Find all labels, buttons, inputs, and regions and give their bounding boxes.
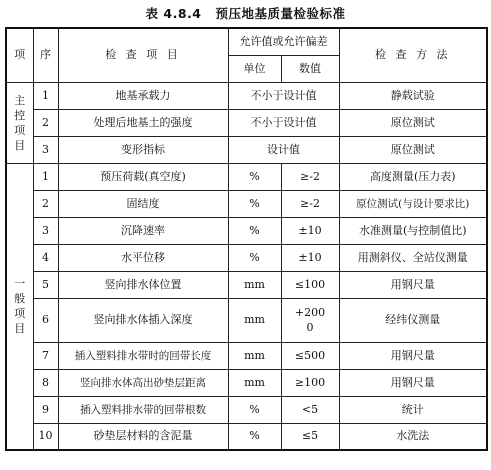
cell-unit: %	[228, 217, 281, 244]
cell-unit: mm	[228, 342, 281, 369]
cell-item: 变形指标	[58, 136, 228, 163]
cell-seq: 3	[33, 217, 58, 244]
cell-value: ±10	[281, 217, 339, 244]
cell-method: 静载试验	[339, 82, 487, 109]
table-row	[6, 109, 487, 136]
group-general-label	[6, 163, 33, 450]
cell-method: 原位测试	[339, 109, 487, 136]
cell-value: ≤500	[281, 342, 339, 369]
table-row	[6, 369, 487, 396]
cell-seq: 5	[33, 271, 58, 298]
cell-unit: mm	[228, 271, 281, 298]
table-row	[6, 271, 487, 298]
cell-item: 竖向排水体插入深度	[58, 298, 228, 342]
cell-method: 用钢尺量	[339, 271, 487, 298]
cell-unit: %	[228, 396, 281, 423]
header-item: 检 查 项 目	[58, 28, 228, 82]
group-main-text: 主控项目	[14, 93, 26, 152]
cell-seq: 10	[33, 423, 58, 450]
cell-seq: 2	[33, 190, 58, 217]
cell-item: 水平位移	[58, 244, 228, 271]
cell-method: 经纬仪测量	[339, 298, 487, 342]
cell-unit: mm	[228, 369, 281, 396]
value-upper-tolerance: +200	[294, 306, 326, 319]
cell-item: 沉降速率	[58, 217, 228, 244]
cell-merged-value: 设计值	[228, 136, 339, 163]
group-general-text: 一般项目	[14, 277, 26, 336]
table-row	[6, 298, 487, 342]
cell-unit: %	[228, 244, 281, 271]
cell-seq: 3	[33, 136, 58, 163]
cell-item: 竖向排水体高出砂垫层距离	[58, 369, 228, 396]
table-row	[6, 163, 487, 190]
cell-item: 插入塑料排水带的回带根数	[58, 396, 228, 423]
cell-item: 预压荷载(真空度)	[58, 163, 228, 190]
cell-method: 用钢尺量	[339, 342, 487, 369]
table-row	[6, 423, 487, 450]
cell-seq: 8	[33, 369, 58, 396]
cell-seq: 9	[33, 396, 58, 423]
cell-method: 原位测试(与设计要求比)	[339, 190, 487, 217]
cell-value: <5	[281, 396, 339, 423]
cell-unit: %	[228, 423, 281, 450]
header-category: 项	[6, 28, 33, 82]
value-lower-tolerance: 0	[306, 321, 314, 334]
table-row	[6, 82, 487, 109]
group-main-label	[6, 82, 33, 163]
cell-item: 砂垫层材料的含泥量	[58, 423, 228, 450]
cell-item: 插入塑料排水带时的回带长度	[58, 342, 228, 369]
cell-method: 水洗法	[339, 423, 487, 450]
cell-item: 固结度	[58, 190, 228, 217]
cell-unit: mm	[228, 298, 281, 342]
cell-item: 竖向排水体位置	[58, 271, 228, 298]
cell-value: ≤5	[281, 423, 339, 450]
cell-seq: 2	[33, 109, 58, 136]
cell-item: 地基承载力	[58, 82, 228, 109]
header-unit: 单位	[228, 55, 281, 82]
table-title	[5, 4, 486, 24]
cell-seq: 6	[33, 298, 58, 342]
table-row	[6, 342, 487, 369]
cell-value: ≥-2	[281, 190, 339, 217]
cell-value: ≥-2	[281, 163, 339, 190]
cell-method: 水准测量(与控制值比)	[339, 217, 487, 244]
cell-seq: 1	[33, 82, 58, 109]
cell-method: 用钢尺量	[339, 369, 487, 396]
cell-seq: 1	[33, 163, 58, 190]
cell-merged-value: 不小于设计值	[228, 82, 339, 109]
table-row	[6, 136, 487, 163]
header-row-1	[6, 28, 487, 55]
cell-method: 高度测量(压力表)	[339, 163, 487, 190]
cell-value-stack	[281, 298, 339, 342]
cell-unit: %	[228, 190, 281, 217]
cell-value: ≤100	[281, 271, 339, 298]
cell-unit: %	[228, 163, 281, 190]
cell-method: 统计	[339, 396, 487, 423]
inspection-standard-table	[5, 27, 488, 451]
cell-method: 用测斜仪、全站仪测量	[339, 244, 487, 271]
table-row	[6, 217, 487, 244]
header-value: 数值	[281, 55, 339, 82]
header-seq: 序	[33, 28, 58, 82]
cell-merged-value: 不小于设计值	[228, 109, 339, 136]
table-row	[6, 190, 487, 217]
cell-value: ±10	[281, 244, 339, 271]
cell-seq: 4	[33, 244, 58, 271]
header-method: 检 查 方 法	[339, 28, 487, 82]
cell-value: ≥100	[281, 369, 339, 396]
header-allowance: 允许值或允许偏差	[228, 28, 339, 55]
table-caption: 预压地基质量检验标准	[215, 6, 346, 21]
cell-method: 原位测试	[339, 136, 487, 163]
cell-item: 处理后地基土的强度	[58, 109, 228, 136]
table-number: 表 4.8.4	[145, 6, 202, 21]
table-row	[6, 396, 487, 423]
table-row	[6, 244, 487, 271]
cell-seq: 7	[33, 342, 58, 369]
